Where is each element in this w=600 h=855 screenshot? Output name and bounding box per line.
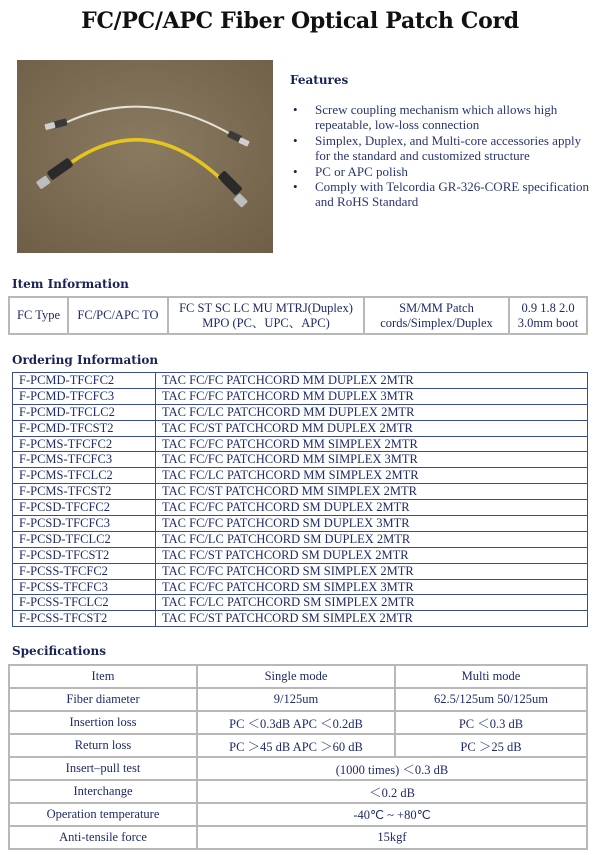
part-description: TAC FC/LC PATCHCORD SM SIMPLEX 2MTR bbox=[156, 595, 588, 611]
part-number: F-PCSS-TFCFC3 bbox=[13, 579, 156, 595]
part-description: TAC FC/FC PATCHCORD MM SIMPLEX 3MTR bbox=[156, 452, 588, 468]
item-information-table bbox=[8, 296, 588, 335]
spec-value-both: ＜0.2 dB bbox=[197, 780, 587, 803]
part-number: F-PCMS-TFCFC3 bbox=[13, 452, 156, 468]
part-description: TAC FC/FC PATCHCORD MM DUPLEX 2MTR bbox=[156, 373, 588, 389]
part-description: TAC FC/FC PATCHCORD MM DUPLEX 3MTR bbox=[156, 388, 588, 404]
feature-item: • Simplex, Duplex, and Multi-core accessories apply for the standard and customized structure bbox=[290, 133, 590, 164]
item-cell-boot: 0.9 1.8 2.0 3.0mm boot bbox=[509, 297, 587, 334]
part-description: TAC FC/FC PATCHCORD SM SIMPLEX 3MTR bbox=[156, 579, 588, 595]
table-row bbox=[9, 803, 587, 826]
table-row bbox=[9, 734, 587, 757]
spec-value-single: PC ＜0.3dB APC ＜0.2dB bbox=[197, 711, 395, 734]
table-row bbox=[13, 373, 588, 389]
part-number: F-PCSS-TFCST2 bbox=[13, 611, 156, 627]
spec-item: Return loss bbox=[9, 734, 197, 757]
part-description: TAC FC/LC PATCHCORD SM DUPLEX 2MTR bbox=[156, 531, 588, 547]
table-row bbox=[13, 404, 588, 420]
feature-item: • Screw coupling mechanism which allows high repeatable, low-loss connection bbox=[290, 102, 590, 133]
table-row bbox=[9, 688, 587, 711]
ordering-information-table bbox=[12, 372, 588, 627]
item-cell-cord-type: SM/MM Patch cords/Simplex/Duplex bbox=[364, 297, 509, 334]
table-row bbox=[9, 711, 587, 734]
spec-header-item: Item bbox=[9, 665, 197, 688]
specifications-table bbox=[8, 664, 588, 850]
part-number: F-PCMS-TFCLC2 bbox=[13, 468, 156, 484]
part-number: F-PCMD-TFCLC2 bbox=[13, 404, 156, 420]
table-row bbox=[13, 611, 588, 627]
part-description: TAC FC/ST PATCHCORD MM DUPLEX 2MTR bbox=[156, 420, 588, 436]
feature-item: • PC or APC polish bbox=[290, 164, 590, 179]
table-row bbox=[13, 516, 588, 532]
product-photo bbox=[17, 60, 273, 253]
table-row bbox=[13, 579, 588, 595]
table-row bbox=[13, 484, 588, 500]
table-row bbox=[13, 468, 588, 484]
features-heading: Features bbox=[290, 73, 349, 87]
spec-item: Anti-tensile force bbox=[9, 826, 197, 849]
part-description: TAC FC/FC PATCHCORD SM SIMPLEX 2MTR bbox=[156, 563, 588, 579]
part-description: TAC FC/ST PATCHCORD MM SIMPLEX 2MTR bbox=[156, 484, 588, 500]
part-number: F-PCMD-TFCST2 bbox=[13, 420, 156, 436]
table-row bbox=[13, 531, 588, 547]
table-row bbox=[9, 780, 587, 803]
patch-cord-image bbox=[17, 60, 273, 253]
spec-value-single: 9/125um bbox=[197, 688, 395, 711]
part-number: F-PCSS-TFCLC2 bbox=[13, 595, 156, 611]
table-row bbox=[9, 826, 587, 849]
spec-item: Fiber diameter bbox=[9, 688, 197, 711]
table-row bbox=[13, 436, 588, 452]
table-row bbox=[9, 297, 587, 334]
part-number: F-PCSS-TFCFC2 bbox=[13, 563, 156, 579]
spec-header-single: Single mode bbox=[197, 665, 395, 688]
item-cell-options: FC ST SC LC MU MTRJ(Duplex) MPO (PC、UPC、APC) bbox=[168, 297, 364, 334]
part-description: TAC FC/FC PATCHCORD SM DUPLEX 2MTR bbox=[156, 500, 588, 516]
part-description: TAC FC/FC PATCHCORD SM DUPLEX 3MTR bbox=[156, 516, 588, 532]
spec-value-multi: PC ＞25 dB bbox=[395, 734, 587, 757]
part-number: F-PCSD-TFCLC2 bbox=[13, 531, 156, 547]
ordering-information-heading: Ordering Information bbox=[12, 353, 159, 367]
part-description: TAC FC/LC PATCHCORD MM SIMPLEX 2MTR bbox=[156, 468, 588, 484]
feature-item: • Comply with Telcordia GR-326-CORE specification and RoHS Standard bbox=[290, 179, 590, 210]
table-header-row bbox=[9, 665, 587, 688]
specifications-heading: Specifications bbox=[12, 644, 106, 658]
item-information-heading: Item Information bbox=[12, 277, 129, 291]
part-description: TAC FC/LC PATCHCORD MM DUPLEX 2MTR bbox=[156, 404, 588, 420]
table-row bbox=[13, 452, 588, 468]
spec-item: Interchange bbox=[9, 780, 197, 803]
table-row bbox=[13, 547, 588, 563]
spec-header-multi: Multi mode bbox=[395, 665, 587, 688]
part-description: TAC FC/ST PATCHCORD SM SIMPLEX 2MTR bbox=[156, 611, 588, 627]
spec-item: Insertion loss bbox=[9, 711, 197, 734]
spec-value-single: PC ＞45 dB APC ＞60 dB bbox=[197, 734, 395, 757]
part-number: F-PCMD-TFCFC3 bbox=[13, 388, 156, 404]
page-title: FC/PC/APC Fiber Optical Patch Cord bbox=[81, 8, 519, 34]
spec-value-both: 15kgf bbox=[197, 826, 587, 849]
spec-value-both: (1000 times) ＜0.3 dB bbox=[197, 757, 587, 780]
part-number: F-PCSD-TFCFC3 bbox=[13, 516, 156, 532]
part-number: F-PCMS-TFCFC2 bbox=[13, 436, 156, 452]
part-number: F-PCMS-TFCST2 bbox=[13, 484, 156, 500]
spec-value-multi: PC ＜0.3 dB bbox=[395, 711, 587, 734]
part-number: F-PCSD-TFCFC2 bbox=[13, 500, 156, 516]
table-row bbox=[13, 500, 588, 516]
features-list bbox=[290, 102, 590, 210]
spec-value-both: -40℃ ~ +80℃ bbox=[197, 803, 587, 826]
table-row bbox=[9, 757, 587, 780]
table-row bbox=[13, 388, 588, 404]
table-row bbox=[13, 420, 588, 436]
item-cell-connector: FC/PC/APC TO bbox=[68, 297, 168, 334]
spec-item: Insert–pull test bbox=[9, 757, 197, 780]
item-cell-type: FC Type bbox=[9, 297, 68, 334]
part-number: F-PCSD-TFCST2 bbox=[13, 547, 156, 563]
table-row bbox=[13, 595, 588, 611]
table-row bbox=[13, 563, 588, 579]
part-number: F-PCMD-TFCFC2 bbox=[13, 373, 156, 389]
part-description: TAC FC/FC PATCHCORD MM SIMPLEX 2MTR bbox=[156, 436, 588, 452]
spec-item: Operation temperature bbox=[9, 803, 197, 826]
part-description: TAC FC/ST PATCHCORD SM DUPLEX 2MTR bbox=[156, 547, 588, 563]
spec-value-multi: 62.5/125um 50/125um bbox=[395, 688, 587, 711]
